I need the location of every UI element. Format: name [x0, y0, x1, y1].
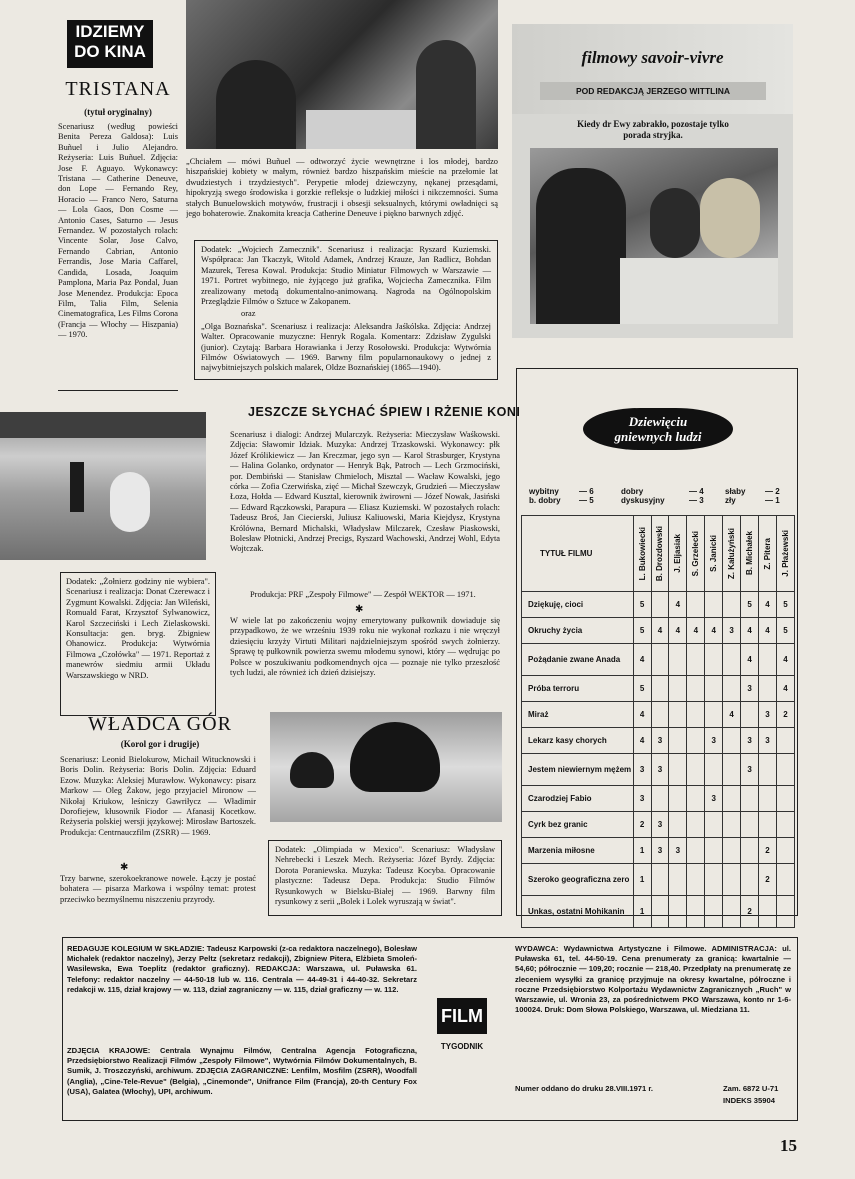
score-cell: 3	[651, 838, 669, 864]
wladca-bears-photo	[270, 712, 502, 822]
critic-cell	[723, 516, 741, 592]
oraz-text: oraz	[241, 309, 256, 319]
score-cell	[651, 702, 669, 728]
score-cell	[723, 592, 741, 618]
score-cell: 3	[651, 754, 669, 786]
score-cell	[687, 644, 705, 676]
legend-value: — 6	[579, 487, 594, 496]
logo-line-1: Dziewięciu	[628, 414, 688, 429]
score-cell	[687, 676, 705, 702]
score-cell	[669, 864, 687, 896]
score-cell: 3	[723, 618, 741, 644]
table-row	[522, 754, 795, 786]
jeszcze-title: JESZCZE SŁYCHAĆ ŚPIEW I RŻENIE KONI	[248, 405, 521, 419]
table-row	[522, 812, 795, 838]
score-cell	[687, 754, 705, 786]
colophon-numer: Numer oddano do druku 28.VIII.1971 r.	[515, 1084, 653, 1093]
score-cell	[705, 864, 723, 896]
savoir-photo	[530, 148, 778, 324]
legend-label: słaby	[725, 487, 746, 496]
film-title-cell: Dziękuję, cioci	[522, 592, 634, 618]
figure-girl	[650, 188, 700, 258]
film-title-cell: Miraż	[522, 702, 634, 728]
score-cell: 2	[633, 812, 651, 838]
critic-cell	[759, 516, 777, 592]
score-cell: 2	[741, 896, 759, 928]
legend-value: — 5	[579, 496, 594, 505]
figure-splash	[110, 472, 150, 532]
critic-cell	[705, 516, 723, 592]
savoir-editor: POD REDAKCJĄ JERZEGO WITTLINA	[540, 82, 766, 100]
score-cell: 4	[633, 644, 651, 676]
score-cell: 5	[776, 592, 794, 618]
critic-name: J. Płażewski	[780, 530, 790, 577]
score-cell	[687, 812, 705, 838]
score-cell: 4	[723, 702, 741, 728]
film-title-cell: Pożądanie zwane Anada	[522, 644, 634, 676]
score-cell: 3	[651, 812, 669, 838]
table-row	[522, 896, 795, 928]
wladca-subtitle: (Korol gor i drugije)	[120, 739, 200, 749]
treeline	[0, 412, 206, 438]
film-title-cell: Okruchy życia	[522, 618, 634, 644]
score-cell: 2	[759, 838, 777, 864]
score-cell: 3	[741, 754, 759, 786]
score-cell	[776, 728, 794, 754]
score-cell	[705, 896, 723, 928]
rating-legend	[529, 487, 789, 515]
critic-cell	[633, 516, 651, 592]
score-cell	[705, 754, 723, 786]
asterisk: ✱	[120, 862, 129, 873]
film-logo: FILM	[437, 998, 487, 1034]
table-row	[522, 786, 795, 812]
colophon-zam: Zam. 6872 U-71	[723, 1084, 779, 1093]
score-cell	[669, 896, 687, 928]
score-cell: 3	[759, 702, 777, 728]
score-cell	[723, 754, 741, 786]
score-cell: 4	[633, 702, 651, 728]
legend-label: dobry	[621, 487, 644, 496]
score-cell: 3	[705, 728, 723, 754]
score-cell: 3	[633, 754, 651, 786]
score-cell	[651, 592, 669, 618]
tristana-still-photo	[186, 0, 498, 149]
score-cell	[651, 786, 669, 812]
wladca-dodatek-box: Dodatek: „Olimpiada w Mexico". Scenariusz: Władysław Nehrebecki i Leszek Mech. Reżyseria: Józef Byrdy. Zdjęcia: Dorota Poraniewska. Muzyka: Tadeusz Kocyba. Opracowanie plastyczne: Tadeusz Depa. Produkcja: Studio Filmów Rysunkowych w Bielsku-Białej — 1969. Barwny film rysunkowy z serii „Bolek i Lolek wyruszają w świat".	[268, 840, 502, 916]
table-row	[522, 644, 795, 676]
score-cell	[669, 728, 687, 754]
score-cell	[741, 864, 759, 896]
dodatek-text: Dodatek: „Wojciech Zamecznik". Scenariusz i realizacja: Ryszard Kuziemski. Współpraca: Jan Tkaczyk, Witold Adamek, Andrzej Krauze, Jan Radlicz, Bohdan Mazurek, Teresa Kowal. Produkcja: Studio Miniatur Filmowych w Warszawie — 1971. Portret wybitnego, nie żyjącego już grafika, Wojciecha Zamecznika. Film zrealizowany metodą dokumentalno-animowaną. Nagroda na Ogólnopolskim Przeglądzie Filmów o Sztuce w Zakopanem.	[201, 245, 491, 307]
score-cell	[723, 812, 741, 838]
legend-label: b. dobry	[529, 496, 561, 505]
legend-value: — 3	[689, 496, 704, 505]
table-row	[522, 728, 795, 754]
score-cell	[723, 896, 741, 928]
film-title-cell: Unkas, ostatni Mohikanin	[522, 896, 634, 928]
tristana-subtitle: (tytuł oryginalny)	[84, 107, 152, 117]
score-cell	[723, 676, 741, 702]
critic-cell	[687, 516, 705, 592]
page-number: 15	[780, 1136, 797, 1155]
score-cell: 5	[633, 676, 651, 702]
legend-label: dyskusyjny	[621, 496, 665, 505]
score-cell: 4	[633, 728, 651, 754]
score-cell	[669, 676, 687, 702]
logo-line-2: gniewnych ludzi	[614, 429, 702, 444]
critic-name: L. Bukowiecki	[637, 526, 647, 581]
score-cell	[741, 702, 759, 728]
score-cell	[723, 838, 741, 864]
film-logo-sub: TYGODNIK	[440, 1042, 484, 1051]
savoir-vivre-box	[512, 24, 793, 338]
critic-cell	[741, 516, 759, 592]
figure-standing	[70, 462, 84, 512]
score-cell	[687, 896, 705, 928]
savoir-header-bg	[512, 24, 793, 114]
score-cell	[651, 896, 669, 928]
score-cell: 4	[651, 618, 669, 644]
score-cell	[705, 644, 723, 676]
film-title-cell: Szeroko geograficzna zero	[522, 864, 634, 896]
table-row	[522, 592, 795, 618]
score-cell	[723, 864, 741, 896]
score-cell	[741, 786, 759, 812]
score-cell	[687, 838, 705, 864]
score-cell	[723, 644, 741, 676]
score-cell	[759, 644, 777, 676]
critic-name: B. Drozdowski	[655, 525, 665, 582]
critic-name: J. Eljasiak	[673, 534, 683, 573]
score-cell	[687, 728, 705, 754]
critic-name: S. Janicki	[709, 535, 719, 572]
score-cell	[705, 812, 723, 838]
score-cell: 4	[669, 592, 687, 618]
score-cell	[776, 754, 794, 786]
critic-name: S. Grzelecki	[691, 530, 701, 577]
score-cell	[759, 896, 777, 928]
score-cell: 2	[776, 702, 794, 728]
legend-value: — 2	[765, 487, 780, 496]
score-cell: 1	[633, 864, 651, 896]
score-cell	[669, 754, 687, 786]
table-header-row	[522, 516, 795, 592]
film-title-cell: Marzenia miłosne	[522, 838, 634, 864]
score-cell	[669, 644, 687, 676]
divider	[58, 390, 178, 391]
colophon-redaguje: REDAGUJE KOLEGIUM W SKŁADZIE: Tadeusz Karpowski (z-ca redaktora naczelnego), Bolesław Michałek (redaktor naczelny), Jerzy Peltz (sekretarz redakcji), Zbigniew Pitera, Elżbieta Smoleń-Wasilewska, Ewa Toeplitz (redaktor graficzny). REDAKCJA: Warszawa, ul. Puławska 61. Telefony: redaktor naczelny — 44-50-18 lub w. 116. Centrala — 44-49-31 i 44-40-32. Sekretarz redakcji w. 115, dział krajowy — w. 113, dział zagraniczny — w. 115, dział graficzny — w. 112.	[67, 944, 417, 994]
score-cell	[687, 864, 705, 896]
score-cell	[687, 592, 705, 618]
film-title-cell: Czarodziej Fabio	[522, 786, 634, 812]
score-cell: 1	[633, 896, 651, 928]
savoir-title: filmowy savoir-vivre	[581, 48, 724, 67]
score-cell: 4	[776, 676, 794, 702]
score-cell	[759, 754, 777, 786]
header-title: TYTUŁ FILMU	[540, 549, 593, 558]
film-title-cell: Lekarz kasy chorych	[522, 728, 634, 754]
critic-cell	[651, 516, 669, 592]
legend-label: wybitny	[529, 487, 559, 496]
score-cell	[759, 812, 777, 838]
film-title-cell: Cyrk bez granic	[522, 812, 634, 838]
jeszcze-still-photo	[0, 412, 206, 560]
wladca-review: Trzy barwne, szerokoekranowe nowele. Łączy je postać bohatera — pisarza Markowa i wspólny temat: protest przeciwko bezmyślnemu niszczeniu przyrody.	[60, 874, 256, 904]
figure-uncle	[536, 168, 626, 324]
score-cell	[651, 676, 669, 702]
bear-adult	[350, 722, 440, 792]
score-cell	[651, 644, 669, 676]
table-row	[522, 676, 795, 702]
film-title-cell: Jestem niewiernym mężem	[522, 754, 634, 786]
score-cell	[651, 864, 669, 896]
score-cell: 3	[669, 838, 687, 864]
bear-cub-1	[290, 752, 334, 788]
score-cell	[669, 702, 687, 728]
critic-cell	[669, 516, 687, 592]
critic-name: B. Michałek	[745, 531, 755, 576]
tristana-dodatek-box	[194, 240, 498, 380]
score-cell	[741, 812, 759, 838]
colophon-zdjecia: ZDJĘCIA KRAJOWE: Centrala Wynajmu Filmów, Centralna Agencja Fotograficzna, Przedsiębiorstwo Realizacji Filmów „Zespoły Filmowe", Wytwórnia Filmów Dokumentalnych, B. Sumik, J. Troszczyński, archiwum. ZDJĘCIA ZAGRANICZNE: Lenfilm, Mosfilm (ZSRR), Woodfall (Anglia), „Cine-Tele-Revue" (Belgia), „Cinemonde", Unifrance Film (Francja), 20-th Century Fox (USA), Galatea (Włochy), UPI, archiwum.	[67, 1046, 417, 1096]
score-cell	[723, 728, 741, 754]
score-cell: 5	[633, 618, 651, 644]
table-row	[522, 618, 795, 644]
score-cell: 1	[633, 838, 651, 864]
idziemy-do-kina-badge	[67, 20, 153, 68]
score-cell	[759, 786, 777, 812]
dziewieciu-logo	[583, 408, 733, 450]
asterisk: ✱	[355, 604, 364, 615]
score-cell: 4	[741, 618, 759, 644]
bed-sheet	[620, 258, 778, 324]
score-cell: 4	[741, 644, 759, 676]
score-cell	[705, 838, 723, 864]
score-cell: 5	[776, 618, 794, 644]
score-cell	[669, 786, 687, 812]
colophon-box	[62, 937, 798, 1121]
score-cell	[705, 592, 723, 618]
score-cell: 3	[741, 676, 759, 702]
dziewieciu-box	[516, 368, 798, 916]
score-cell: 4	[759, 592, 777, 618]
score-cell	[705, 676, 723, 702]
score-cell	[776, 812, 794, 838]
score-cell: 5	[741, 592, 759, 618]
savoir-caption: Kiedy dr Ewy zabrakło, pozostaje tylko porada stryjka.	[577, 119, 729, 140]
figure-boy	[700, 178, 760, 258]
score-cell	[669, 812, 687, 838]
score-cell	[687, 702, 705, 728]
wladca-title: WŁADCA GÓR	[88, 713, 232, 735]
jeszcze-dodatek-box: Dodatek: „Żołnierz godziny nie wybiera". Scenariusz i realizacja: Donat Czerewacz i Zygmunt Kowalski. Zdjęcia: Jan Wileński, Romuald Farat, Krzysztof Sylwanowicz, Karol Szczeciński i Lech Zielaskowski. Konsultacja: gen. bryg. Zbigniew Ohanowicz. Produkcja: Wytwórnia Filmowa „Czołówka" — 1971. Reportaż z manewrów siedmiu armii Układu Warszawskiego w NRD.	[60, 572, 216, 716]
colophon-wydawca: WYDAWCA: Wydawnictwa Artystyczne i Filmowe. ADMINISTRACJA: ul. Puławska 61, tel. 44-50-19. Cena prenumeraty za granicą: kwartalnie — 54,60; półrocznie — 109,20; rocznie — 218,40. Przedpłaty na prenumeratę ze zleceniem wysyłki za granicę przyjmuje na okresy kwartalne, półroczne i roczne Przedsiębiorstwo Kolportażu Wydawnictw Zagranicznych „Ruch" w Warszawie, ul. Wronia 23, za pośrednictwem PKO Warszawa, konto nr 1-6-100024. Druk: Dom Słowa Polskiego, Warszawa, ul. Miedziana 11.	[515, 944, 791, 1015]
score-cell: 5	[633, 592, 651, 618]
score-cell	[705, 702, 723, 728]
score-cell: 3	[633, 786, 651, 812]
critic-name: Z. Kałużyński	[727, 527, 737, 580]
critic-cell	[776, 516, 794, 592]
critic-name: Z. Pitera	[762, 537, 772, 570]
score-cell: 3	[759, 728, 777, 754]
table-cloth	[306, 110, 416, 149]
film-title-cell: Próba terroru	[522, 676, 634, 702]
table-row	[522, 838, 795, 864]
legend-value: — 4	[689, 487, 704, 496]
score-cell: 4	[687, 618, 705, 644]
tristana-title: TRISTANA	[65, 78, 171, 100]
jeszcze-review: W wiele lat po zakończeniu wojny emerytowany pułkownik dowiaduje się przypadkowo, że we wrześniu 1939 roku nie wykonał rozkazu i nie wręczył dziesięciu krzyży Virtuti Militari najdzielniejszym spośród swych żołnierzy. Sprawę tę pułkownik powierza swemu młodemu synowi, który — wędrując po Polsce w poszukiwaniu podkomendnych ojca — poznaje nie tylko przeszłość tych ludzi, ale również ich dzień dzisiejszy.	[230, 616, 500, 678]
dodatek2-text: „Olga Boznańska". Scenariusz i realizacja: Aleksandra Jaśkólska. Zdjęcia: Andrzej Walter. Opracowanie muzyczne: Henryk Rogala. Komentarz: Zdzisław Zygulski (junior). Czytają: Barbara Horawianka i Jerzy Rosołowski. Produkcja: Wytwórnia Filmów Oświatowych — 1969. Barwny film popularnonaukowy o jednej z najwybitniejszych polskich malarek, Oldze Boznańskiej (1865—1940).	[201, 321, 491, 373]
header-title-cell	[522, 516, 634, 592]
legend-label: zły	[725, 496, 736, 505]
score-cell: 4	[669, 618, 687, 644]
score-cell: 2	[759, 864, 777, 896]
ratings-table	[521, 515, 795, 928]
score-cell	[776, 786, 794, 812]
jeszcze-produkcja: Produkcja: PRF „Zespoły Filmowe" — Zespół WEKTOR — 1971.	[250, 590, 476, 599]
jeszcze-credits: Scenariusz i dialogi: Andrzej Mularczyk. Reżyseria: Mieczysław Waśkowski. Zdjęcia: Sławomir Idziak. Muzyka: Andrzej Trzaskowski. Wykonawcy: płk Józef Królikiewicz — Jan Kreczmar, jego syn — Karol Strasburger, Krystyna — Halina Golanko, ordynator — Henryk Bąk, Patroch — Lech Grzmociński, por. Dembiński — Stanisław Chmieloch, Misztal — Wacław Kowalski, jego córka — Zofia Czerwińska, zięć — Michał Szewczyk, Grudzień — Mieczysław Łoza, Hołda — Edward Kusztal, kierownik żwirowni — Józef Nowak, Jasiński — Edward Rączkowski, Parapura — Eliasz Kuziemski. W pozostałych rolach: Tadeusz Broś, Jan Ciecierski, Juliusz Kaliuowski, Maria Kiejdysz, Krystyna Królówna, Bernard Michalski, Władysław Milczarek, Czesław Piaskowski, Bolesław Płotnicki, Andrzej Precigs, Ryszard Wachowski, Andrzej Wohl, Edyta Wojtczak.	[230, 430, 500, 554]
score-cell	[759, 676, 777, 702]
figure-woman	[416, 40, 476, 149]
score-cell: 3	[705, 786, 723, 812]
wladca-credits: Scenariusz: Leonid Bielokurow, Michail Witucknowski i Boris Dolin. Reżyseria: Boris Dolin. Zdjęcia: Eduard Ezow. Muzyka: Aleksiej Murawłow. Wykonawcy: pisarz Markow — Oleg Żakow, jego przyjaciel Mironow — Nikołaj Kriukow, leśniczy Gawriłycz — Władimir Dorofiejew, kłusownik Fiodor — Afanasij Kocetkow. Reżyseria polskiej wersji językowej: Mirosław Bartoszek. Produkcja: Centrnauczfilm (ZSRR) — 1969.	[60, 755, 256, 837]
badge-line-2: DO KINA	[74, 42, 146, 61]
score-cell: 4	[776, 644, 794, 676]
score-cell: 3	[651, 728, 669, 754]
score-cell	[723, 786, 741, 812]
score-cell: 4	[759, 618, 777, 644]
score-cell	[741, 838, 759, 864]
score-cell	[687, 786, 705, 812]
score-cell: 3	[741, 728, 759, 754]
legend-value: — 1	[765, 496, 780, 505]
colophon-indeks: INDEKS 35904	[723, 1096, 775, 1105]
figure-man	[216, 60, 296, 149]
score-cell	[776, 838, 794, 864]
table-row	[522, 864, 795, 896]
score-cell	[776, 864, 794, 896]
score-cell: 4	[705, 618, 723, 644]
score-cell	[776, 896, 794, 928]
table-row	[522, 702, 795, 728]
badge-line-1: IDZIEMY	[75, 22, 145, 41]
tristana-review: „Chciałem — mówi Buñuel — odtworzyć życie wewnętrzne i los młodej, bardzo hiszpańskiej kobiety w małym, również bardzo hiszpańskim mieście na przełomie lat dwudziestych i trzydziestych". Perypetie młodej dziewczyny, nękanej przesądami, hipokryzją swego środowiska i gorzkie refleksje o ludzkiej miłości i nikczemności. Suma stałych Bunuelowskich motywów, frustracji i obsesji seksualnych, którymi owładnięci są jego bohaterowie. Znakomita kreacja Catherine Deneuve i piękno barwnych zdjęć.	[186, 157, 498, 219]
tristana-credits: Scenariusz (według powieści Benita Pereza Galdosa): Luis Buñuel i Julio Alejandro. Reżyseria: Luis Buñuel. Zdjęcia: Jose F. Aguayo. Wykonawcy: Tristana — Catherine Deneuve, don Lope — Fernando Rey, Horacio — Franco Nero, Saturna — Lola Gaos, Don Cosme — Antonio Cases, Saturno — Jesus Fernandez. W pozostałych rolach: Vincente Solar, Jose Calvo, Fernando Cabrian, Antonio Ferrandis, Jose Maria Caffarel, Candida, Losada, Joaquim Pamplona, Maria Paz Pondal, Juan Jose Menendez. Produkcja: Epoca Film, Talia Film, Selenia Cinematografica, Les Films Corona (Francja — Włochy — Hiszpania) — 1970.	[58, 122, 178, 340]
